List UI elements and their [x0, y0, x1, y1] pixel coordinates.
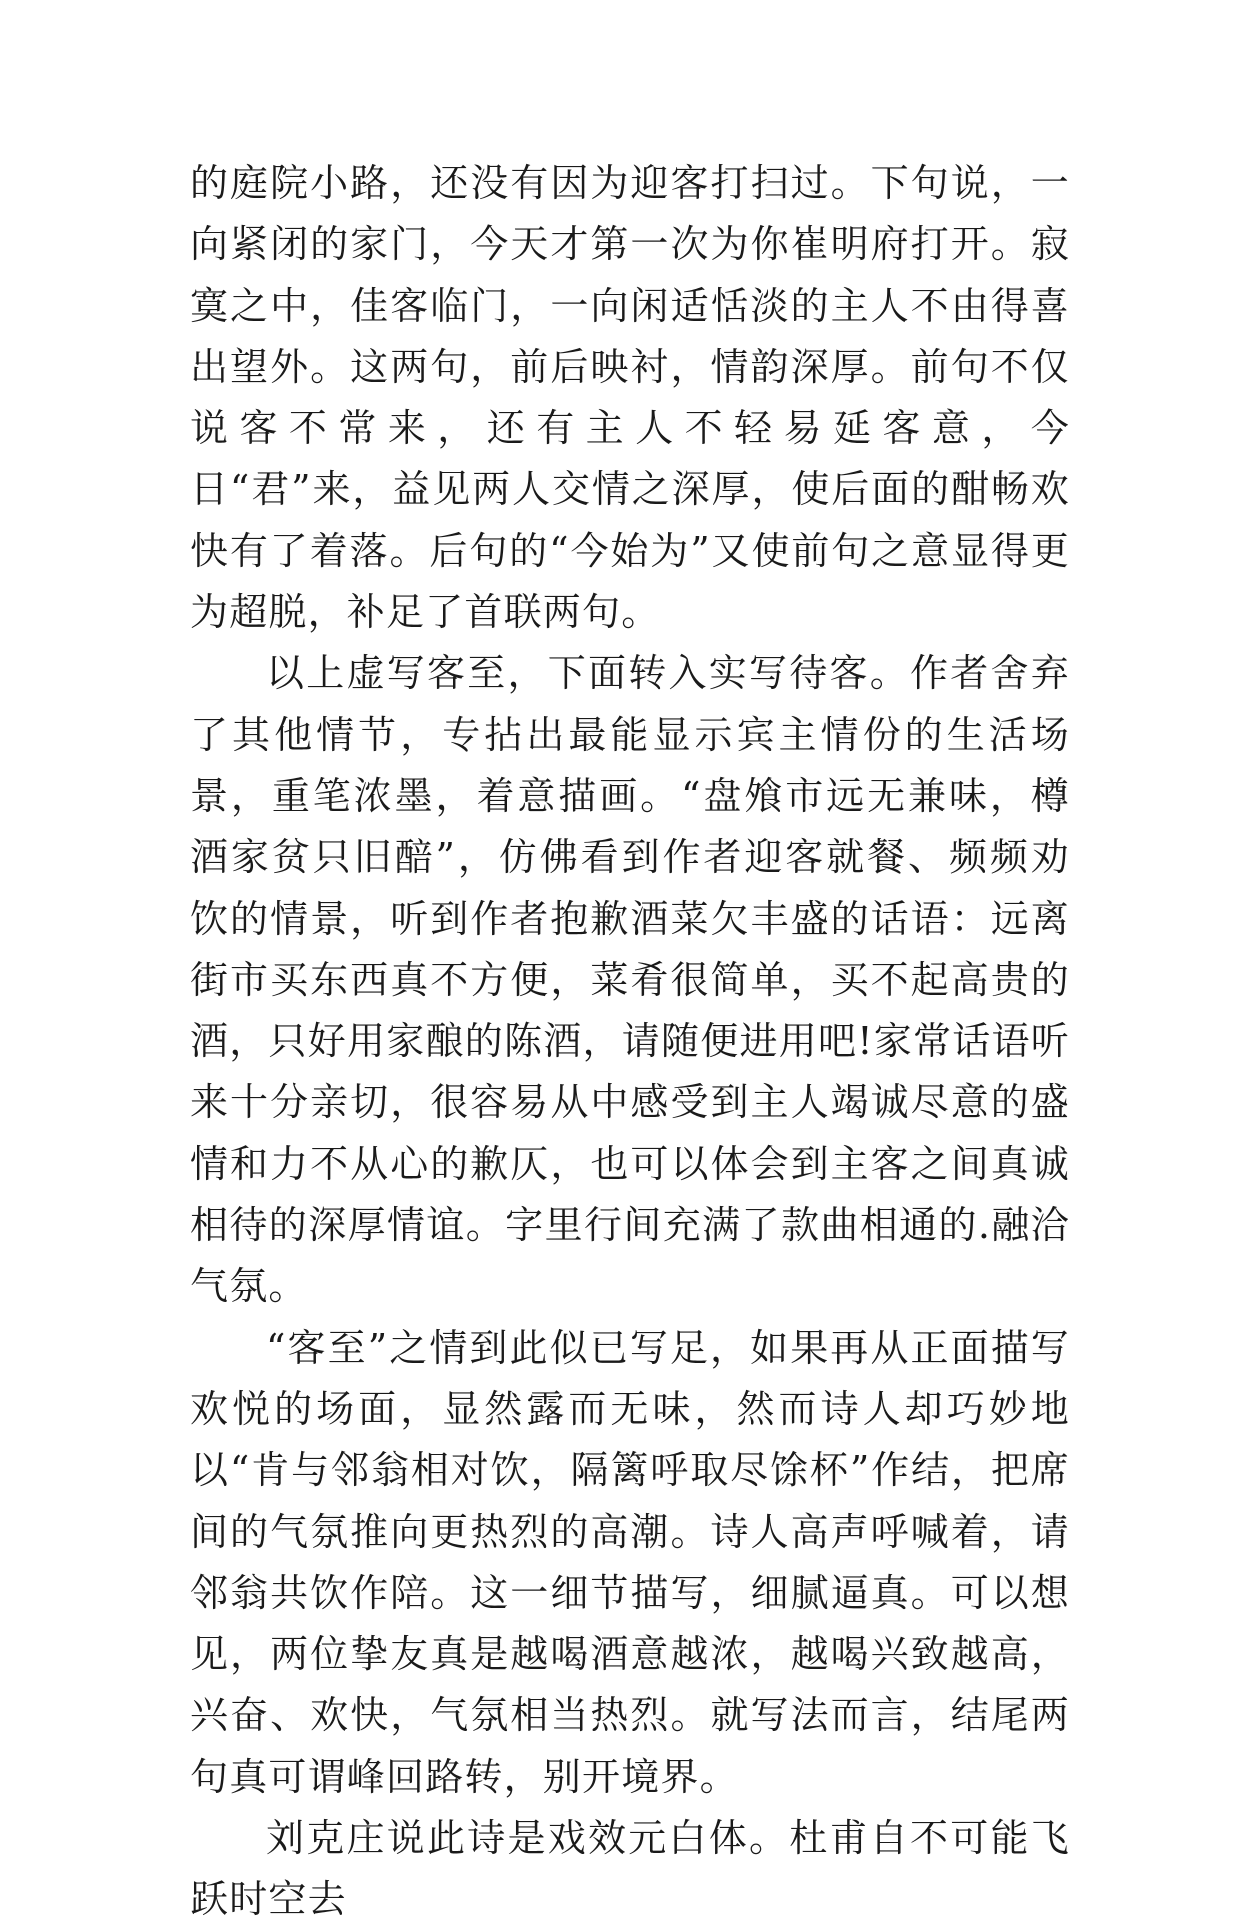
paragraph-liu-kezhuang: 刘克庄说此诗是戏效元白体。杜甫自不可能飞跃时空去 — [190, 1816, 1070, 1922]
paragraph-hosting: 以上虚写客至，下面转入实写待客。作者舍弃了其他情节，专拈出最能显示宾主情份的生活场景，重笔浓墨，着意描画。“盘飧市远无兼味，樽酒家贫只旧醅”，仿佛看到作者迎客就餐、频频劝饮的情景，听到作者抱歉酒菜欠丰盛的话语：远离街市买东西真不方便，菜肴很简单，买不起高贵的酒，只好用家酿的陈酒，请随便进用吧!家常话语听来十分亲切，很容易从中感受到主人竭诚尽意的盛情和力不从心的歉仄，也可以体会到主客之间真诚相待的深厚情谊。字里行间充满了款曲相通的.融洽气氛。 — [190, 651, 1070, 1309]
paragraph-continued: 的庭院小路，还没有因为迎客打扫过。下句说，一向紧闭的家门，今天才第一次为你崔明府打开。寂寞之中，佳客临门，一向闲适恬淡的主人不由得喜出望外。这两句，前后映衬，情韵深厚。前句不仅说客不常来，还有主人不轻易延客意，今日“君”来，益见两人交情之深厚，使后面的酣畅欢快有了着落。后句的“今始为”又使前句之意显得更为超脱，补足了首联两句。 — [190, 161, 1070, 635]
body-text — [190, 153, 1070, 1931]
paragraph-ending: “客至”之情到此似已写足，如果再从正面描写欢悦的场面，显然露而无味，然而诗人却巧妙地以“肯与邻翁相对饮，隔篱呼取尽馀杯”作结，把席间的气氛推向更热烈的高潮。诗人高声呼喊着，请邻翁共饮作陪。这一细节描写，细腻逼真。可以想见，两位挚友真是越喝酒意越浓，越喝兴致越高，兴奋、欢快，气氛相当热烈。就写法而言，结尾两句真可谓峰回路转，别开境界。 — [190, 1325, 1070, 1799]
